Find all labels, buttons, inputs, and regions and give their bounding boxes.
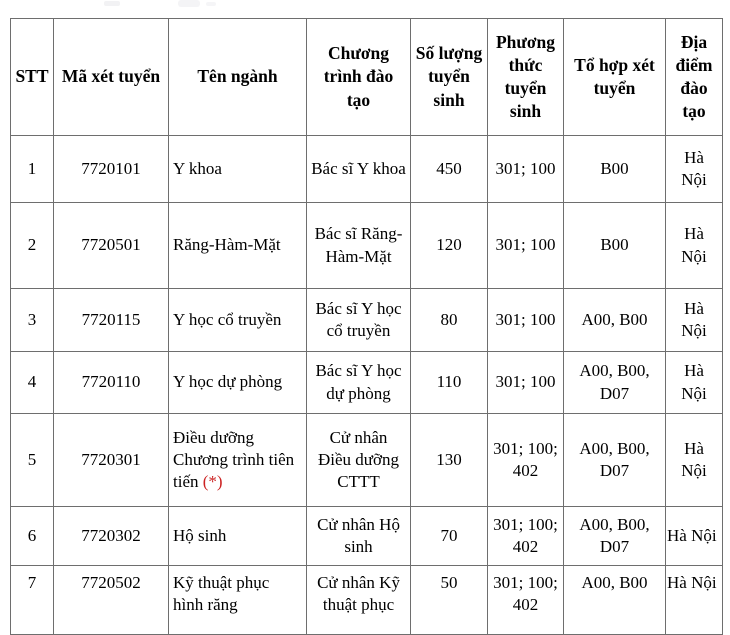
table-header: [11, 19, 723, 136]
cell-code: 7720110: [54, 352, 169, 414]
cell-stt: 5: [11, 414, 54, 507]
cell-quota: 50: [411, 566, 488, 635]
column-header-method: Phương thức tuyển sinh: [488, 19, 564, 136]
table-row: [11, 136, 723, 203]
cell-code: 7720301: [54, 414, 169, 507]
table-row: [11, 289, 723, 352]
cell-method: 301; 100; 402: [488, 566, 564, 635]
cell-code: 7720302: [54, 507, 169, 566]
cell-method: 301; 100: [488, 289, 564, 352]
scan-smudge: [104, 1, 120, 6]
cell-stt: 3: [11, 289, 54, 352]
cell-program: Cử nhân Hộ sinh: [307, 507, 411, 566]
cell-name: Y học dự phòng: [169, 352, 307, 414]
cell-code: 7720502: [54, 566, 169, 635]
cell-combination: A00, B00: [564, 289, 666, 352]
column-header-location: Địa điểm đào tạo: [666, 19, 723, 136]
cell-name: Kỹ thuật phục hình răng: [169, 566, 307, 635]
cell-method: 301; 100; 402: [488, 414, 564, 507]
cell-code: 7720101: [54, 136, 169, 203]
column-header-combination: Tổ hợp xét tuyển: [564, 19, 666, 136]
cell-method: 301; 100: [488, 352, 564, 414]
cell-stt: 6: [11, 507, 54, 566]
cell-name-text: Điều dưỡng Chương trình tiên tiến: [173, 427, 295, 492]
cell-location: Hà Nội: [666, 289, 723, 352]
cell-name: Y học cổ truyền: [169, 289, 307, 352]
column-header-stt: STT: [11, 19, 54, 136]
cell-code: 7720501: [54, 203, 169, 289]
cell-method: 301; 100; 402: [488, 507, 564, 566]
table-row: [11, 566, 723, 635]
cell-name: Hộ sinh: [169, 507, 307, 566]
cell-program: Bác sĩ Y học dự phòng: [307, 352, 411, 414]
table-header-row: [11, 19, 723, 136]
cell-program: Bác sĩ Răng-Hàm-Mặt: [307, 203, 411, 289]
table-row: [11, 507, 723, 566]
cell-quota: 80: [411, 289, 488, 352]
cell-location: Hà Nội: [666, 566, 723, 635]
cell-location: Hà Nội: [666, 352, 723, 414]
cell-name: [169, 414, 307, 507]
cell-name: Y khoa: [169, 136, 307, 203]
cell-program: Cử nhân Kỹ thuật phục: [307, 566, 411, 635]
cell-combination: A00, B00, D07: [564, 414, 666, 507]
cell-code: 7720115: [54, 289, 169, 352]
cell-location: Hà Nội: [666, 414, 723, 507]
cell-location: Hà Nội: [666, 203, 723, 289]
scan-artifact-strip: [0, 0, 730, 9]
table-row: [11, 352, 723, 414]
cell-combination: B00: [564, 136, 666, 203]
cell-program: Bác sĩ Y học cổ truyền: [307, 289, 411, 352]
scan-smudge: [178, 0, 200, 7]
cell-combination: A00, B00, D07: [564, 507, 666, 566]
table-row: [11, 414, 723, 507]
table-row: [11, 203, 723, 289]
column-header-program: Chương trình đào tạo: [307, 19, 411, 136]
cell-stt: 2: [11, 203, 54, 289]
cell-program: Bác sĩ Y khoa: [307, 136, 411, 203]
cell-combination: A00, B00, D07: [564, 352, 666, 414]
scan-smudge: [206, 2, 216, 6]
cell-combination: A00, B00: [564, 566, 666, 635]
cell-location: Hà Nội: [666, 136, 723, 203]
admission-table-container: [10, 18, 722, 635]
column-header-code: Mã xét tuyển: [54, 19, 169, 136]
cell-stt: 4: [11, 352, 54, 414]
cell-location: Hà Nội: [666, 507, 723, 566]
cell-quota: 110: [411, 352, 488, 414]
cell-quota: 70: [411, 507, 488, 566]
cell-method: 301; 100: [488, 136, 564, 203]
table-body: [11, 136, 723, 635]
cell-stt: 1: [11, 136, 54, 203]
cell-combination: B00: [564, 203, 666, 289]
cell-stt: 7: [11, 566, 54, 635]
footnote-marker: (*): [202, 472, 223, 492]
cell-program: Cử nhân Điều dưỡng CTTT: [307, 414, 411, 507]
cell-quota: 120: [411, 203, 488, 289]
admission-quota-table: [10, 18, 723, 635]
column-header-quota: Số lượng tuyển sinh: [411, 19, 488, 136]
cell-method: 301; 100: [488, 203, 564, 289]
cell-name: Răng-Hàm-Mặt: [169, 203, 307, 289]
column-header-name: Tên ngành: [169, 19, 307, 136]
cell-quota: 130: [411, 414, 488, 507]
cell-quota: 450: [411, 136, 488, 203]
